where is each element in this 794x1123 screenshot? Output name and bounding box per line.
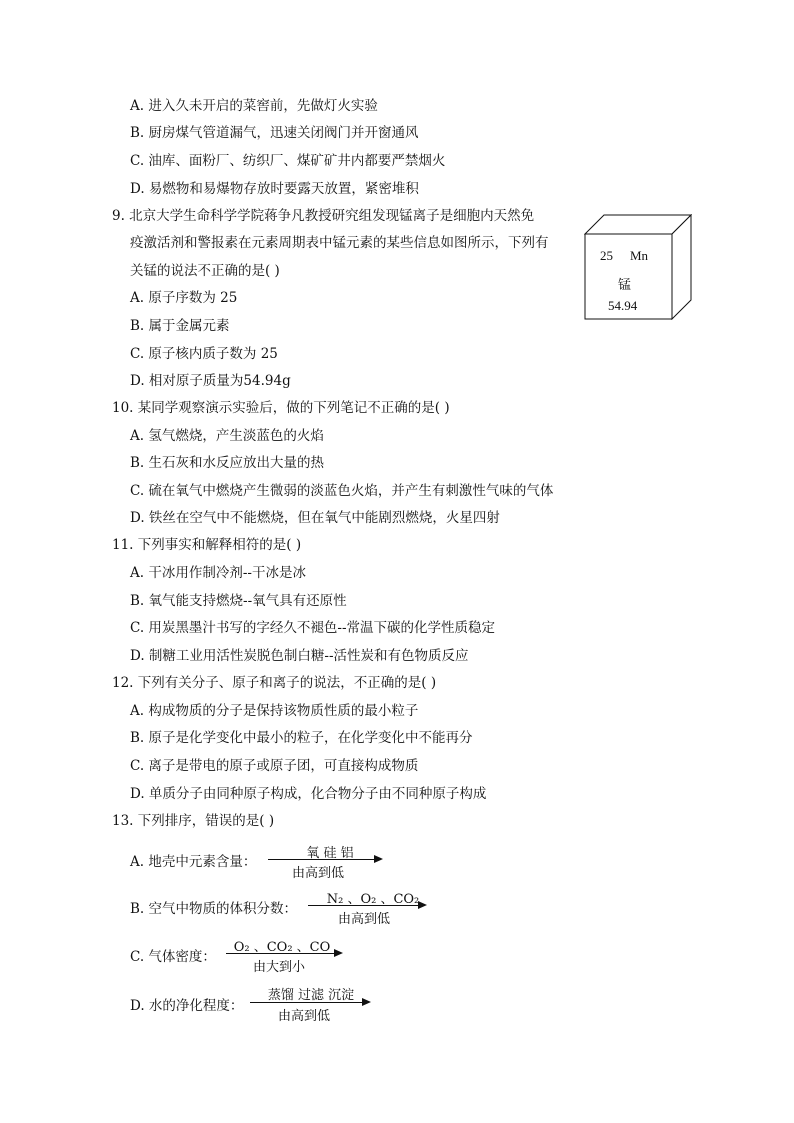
q9-option-a: A. 原子序数为 25 xyxy=(130,290,238,306)
q12-option-d: D. 单质分子由同种原子构成，化合物分子由不同种原子构成 xyxy=(130,786,487,802)
q10-option-c: C. 硫在氧气中燃烧产生微弱的淡蓝色火焰，并产生有刺激性气味的气体 xyxy=(130,483,554,499)
q10-stem: 10. 某同学观察演示实验后，做的下列笔记不正确的是( ) xyxy=(112,400,450,416)
q13-option-c-order: 由大到小 xyxy=(252,960,305,975)
q9-stem-line3: 关锰的说法不正确的是( ) xyxy=(130,263,280,279)
q13-option-d-order: 由高到低 xyxy=(277,1009,330,1024)
q13-option-a-label: A. 地壳中元素含量： xyxy=(130,854,257,870)
q13-option-c-label: C. 气体密度： xyxy=(130,949,216,965)
element-symbol: Mn xyxy=(630,248,649,263)
q11-stem: 11. 下列事实和解释相符的是( ) xyxy=(112,537,302,553)
q13-option-a-sequence: 氧 硅 铝 xyxy=(306,846,354,861)
q10-option-b: B. 生石灰和水反应放出大量的热 xyxy=(130,455,325,471)
q13-stem: 13. 下列排序，错误的是( ) xyxy=(112,813,275,829)
q12-option-c: C. 离子是带电的原子或原子团，可直接构成物质 xyxy=(130,758,419,774)
element-cube-outline xyxy=(584,214,692,320)
q9-stem-line1: 9. 北京大学生命科学学院蒋争凡教授研究组发现锰离子是细胞内天然免 xyxy=(112,208,535,224)
q13-option-a-order: 由高到低 xyxy=(291,866,344,881)
q9-stem-line2: 疫激活剂和警报素在元素周期表中锰元素的某些信息如图所示，下列有 xyxy=(130,235,549,251)
q10-option-d: D. 铁丝在空气中不能燃烧，但在氧气中能剧烈燃烧，火星四射 xyxy=(130,510,500,526)
q13-option-b-label: B. 空气中物质的体积分数： xyxy=(130,901,298,917)
q8-option-c: C. 油库、面粉厂、纺织厂、煤矿矿井内都要严禁烟火 xyxy=(130,153,446,169)
q11-option-b: B. 氧气能支持燃烧--氧气具有还原性 xyxy=(130,593,347,609)
atomic-mass: 54.94 xyxy=(608,298,638,313)
q12-stem: 12. 下列有关分子、原子和离子的说法，不正确的是( ) xyxy=(112,675,437,691)
q13-option-d-sequence: 蒸馏 过滤 沉淀 xyxy=(267,988,355,1003)
q11-option-c: C. 用炭黑墨汁书写的字经久不褪色--常温下碳的化学性质稳定 xyxy=(130,620,496,636)
q13-option-b-sequence: N₂ 、O₂ 、CO₂ xyxy=(326,892,420,907)
q13-option-c xyxy=(130,936,370,976)
q9-option-b: B. 属于金属元素 xyxy=(130,318,230,334)
arrow-line xyxy=(250,1002,364,1003)
q12-option-a: A. 构成物质的分子是保持该物质性质的最小粒子 xyxy=(130,703,419,719)
arrow-line xyxy=(226,953,336,954)
q8-option-b: B. 厨房煤气管道漏气，迅速关闭阀门并开窗通风 xyxy=(130,125,419,141)
q10-option-a: A. 氢气燃烧，产生淡蓝色的火焰 xyxy=(130,428,324,444)
arrow-line xyxy=(308,905,420,906)
q13-option-a xyxy=(130,842,430,882)
atomic-number: 25 xyxy=(600,248,613,263)
manganese-element-box xyxy=(584,214,692,320)
arrow-line xyxy=(268,859,376,860)
q11-option-a: A. 干冰用作制冷剂--干冰是冰 xyxy=(130,565,306,581)
q8-option-a: A. 进入久未开启的菜窖前，先做灯火实验 xyxy=(130,98,378,114)
q12-option-b: B. 原子是化学变化中最小的粒子，在化学变化中不能再分 xyxy=(130,730,473,746)
q13-option-d-label: D. 水的净化程度： xyxy=(130,998,244,1014)
q13-option-c-sequence: O₂ 、CO₂ 、CO xyxy=(233,940,331,955)
arrow-head-icon xyxy=(334,949,343,957)
q8-option-d: D. 易燃物和易爆物存放时要露天放置，紧密堆积 xyxy=(130,181,419,197)
q13-option-d xyxy=(130,984,390,1024)
q13-option-b xyxy=(130,888,450,928)
q13-option-b-order: 由高到低 xyxy=(337,912,390,927)
element-name: 锰 xyxy=(618,278,632,293)
q9-option-c: C. 原子核内质子数为 25 xyxy=(130,346,278,362)
arrow-head-icon xyxy=(374,855,383,863)
q9-option-d: D. 相对原子质量为54.94g xyxy=(130,373,291,389)
arrow-head-icon xyxy=(362,998,371,1006)
q11-option-d: D. 制糖工业用活性炭脱色制白糖--活性炭和有色物质反应 xyxy=(130,648,469,664)
